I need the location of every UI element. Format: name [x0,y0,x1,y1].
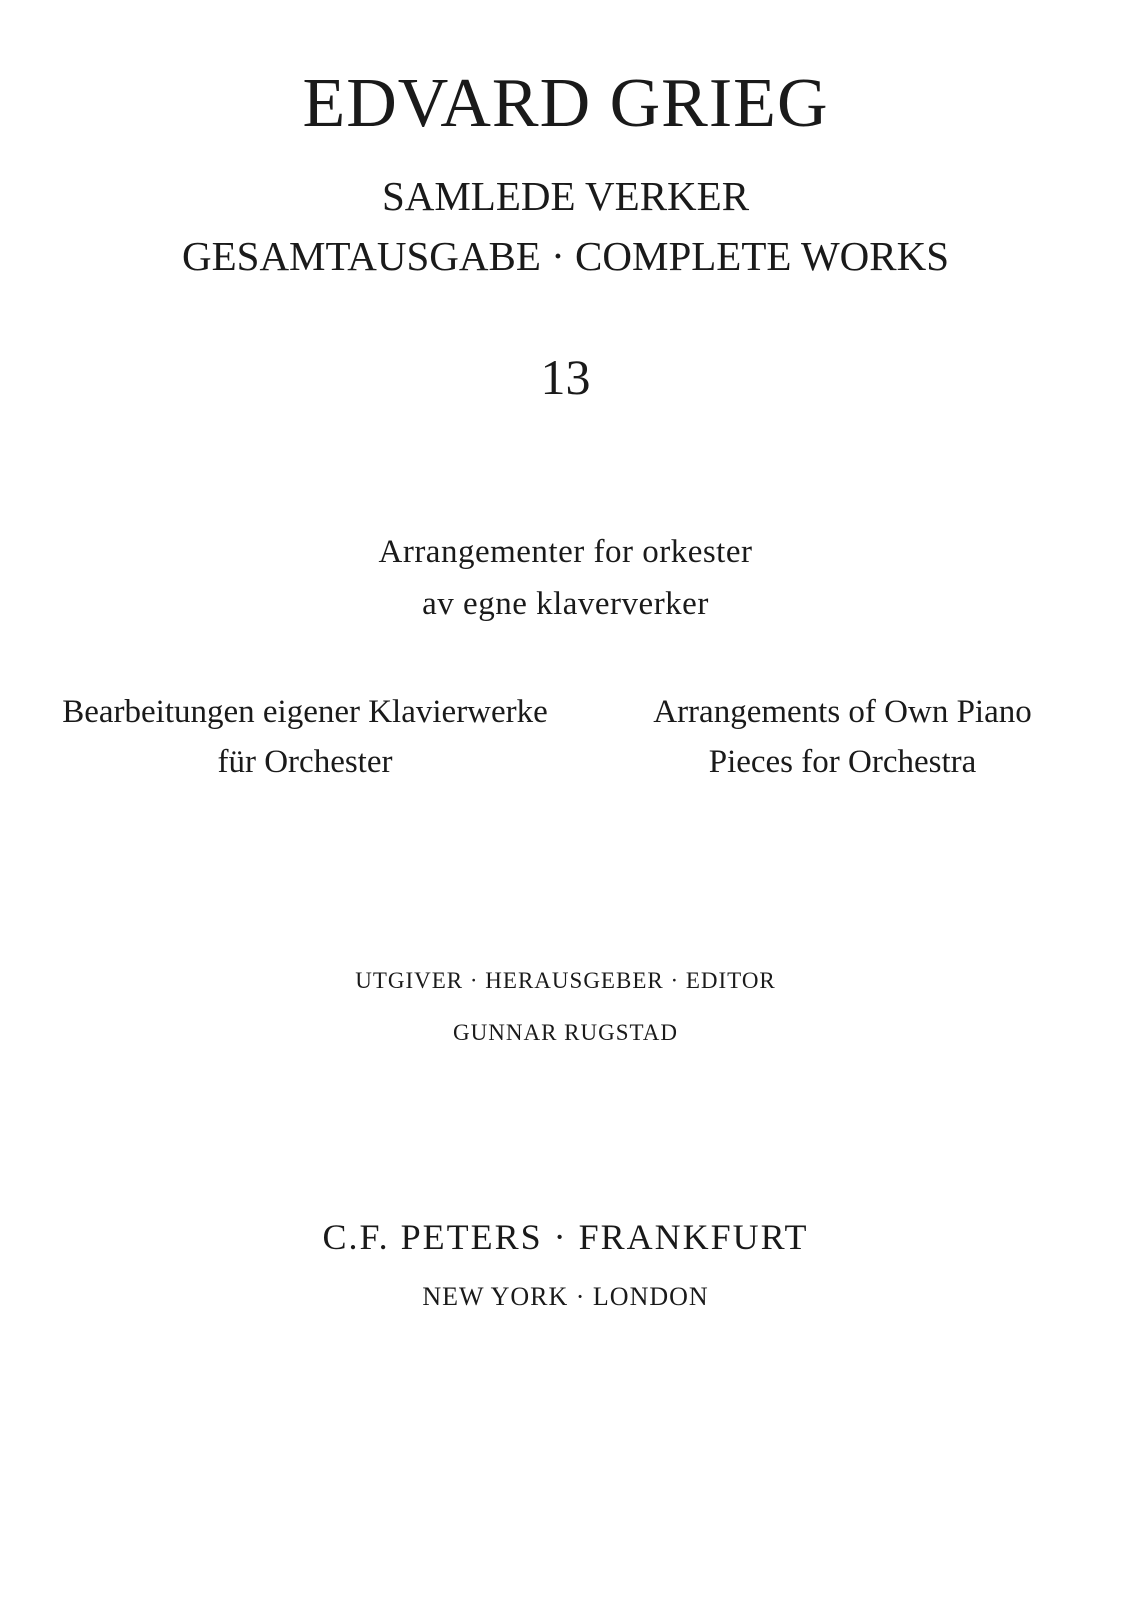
norwegian-title-line2: av egne klaververker [422,586,709,622]
publisher-name: C.F. PETERS · FRANKFURT [322,1217,809,1257]
series-title-norwegian: SAMLEDE VERKER [381,173,750,219]
editor-label: UTGIVER · HERAUSGEBER · EDITOR [355,968,776,993]
editor-name: GUNNAR RUGSTAD [453,1020,678,1045]
german-title-line2: für Orchester [217,744,393,780]
series-title-german-english: GESAMTAUSGABE · COMPLETE WORKS [181,233,950,279]
german-title-line1: Bearbeitungen eigener Klavierwerke [62,694,548,730]
english-title-line2: Pieces for Orchestra [708,744,977,780]
publisher-cities: NEW YORK · LONDON [422,1282,709,1311]
volume-number: 13 [540,349,591,405]
english-title-line1: Arrangements of Own Piano [653,694,1032,730]
norwegian-title-line1: Arrangementer for orkester [378,534,753,570]
composer-name: EDVARD GRIEG [302,65,829,142]
